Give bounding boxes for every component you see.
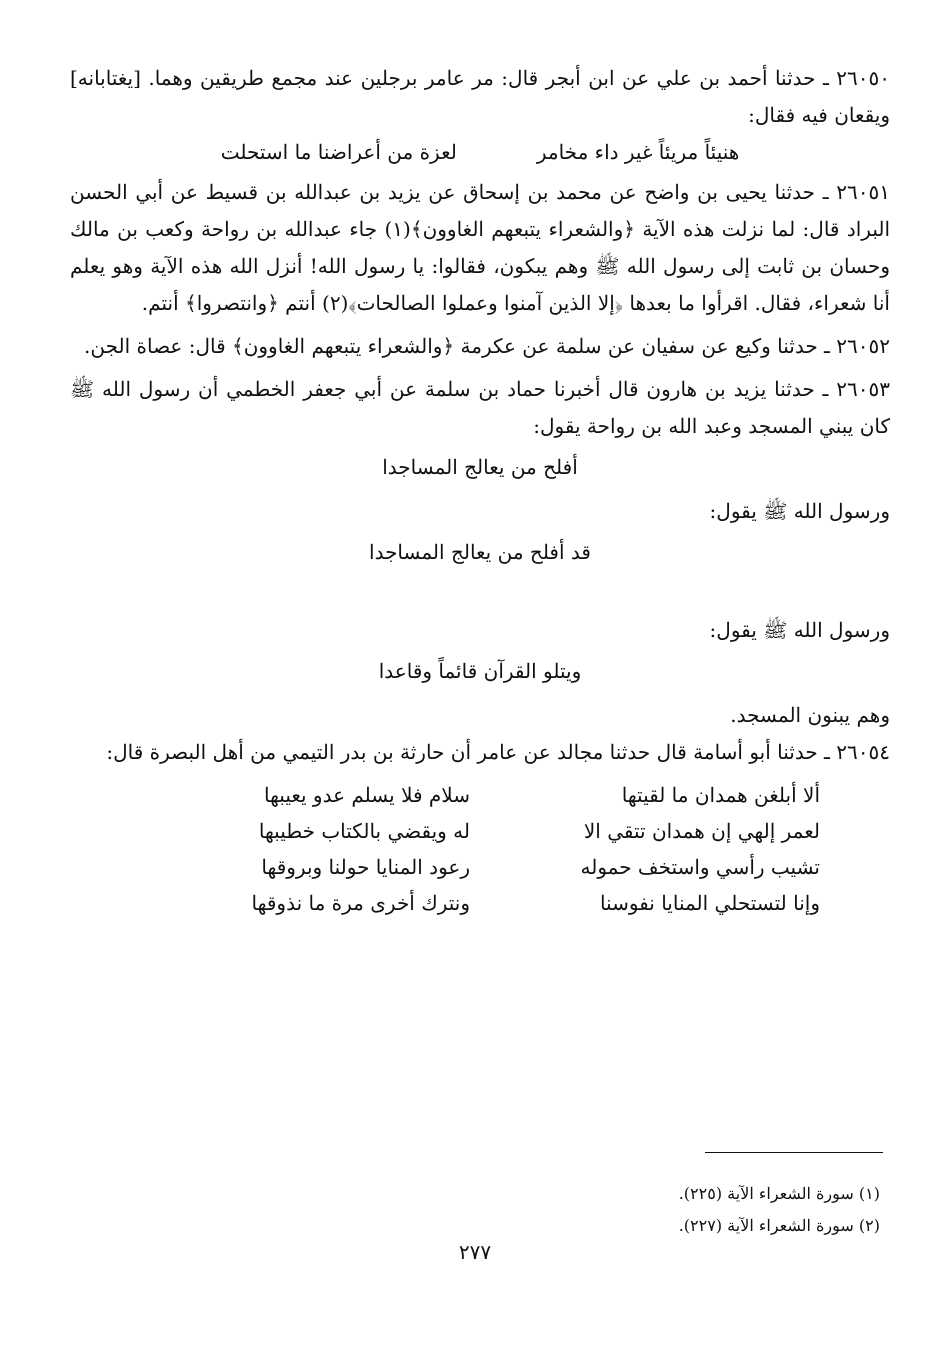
hadith-26053: ٢٦٠٥٣ ـ حدثنا يزيد بن هارون قال أخبرنا حماد بن سلمة عن أبي جعفر الخطمي أن رسول الله ﷺ كان يبني المسجد وعبد الله بن رواحة يقول: [70,377,890,438]
verse-second-hemistich: لعزة من أعراضنا ما استحلت [220,140,457,164]
poem [70,777,820,921]
footnote-2: (٢) سورة الشعراء الآية (٢٢٧). [678,1216,880,1235]
hadith-26050: ٢٦٠٥٠ ـ حدثنا أحمد بن علي عن ابن أبجر قال: مر عامر برجلين عند مجمع طريقين وهما. [يغتابانه] ويقعان فيه فقال: [70,66,890,127]
poem-line-2-second: له ويقضي بالكتاب خطيبها [258,819,470,843]
closing-line: وهم يبنون المسجد. [730,703,890,727]
hadith-26054: ٢٦٠٥٤ ـ حدثنا أبو أسامة قال حدثنا مجالد عن عامر أن حارثة بن بدر التيمي من أهل البصرة قال: [106,740,890,764]
verse-line-2: قد أفلح من يعالج المساجدا [369,540,591,564]
page-body [70,60,890,921]
spacer [70,578,890,612]
verse-26050 [70,140,890,164]
verse-line-3: ويتلو القرآن قائماً وقاعدا [378,659,582,683]
hadith-26051: ٢٦٠٥١ ـ حدثنا يحيى بن واضح عن محمد بن إسحاق عن يزيد بن عبدالله بن قسيط عن أبي الحسن البراد قال: لما نزلت هذه الآية ﴿والشعراء يتبعهم الغاوون﴾(١) جاء عبدالله بن رواحة وكعب بن مالك وحسان بن ثابت إلى رسول الله ﷺ وهم يبكون، فقالوا: يا رسول الله! أنزل الله هذه الآية وهو يعلم أنا شعراء، فقال. اقرأوا ما بعدها ﴿إلا الذين آمنوا وعملوا الصالحات﴾(٢) أنتم ﴿وانتصروا﴾ أنتم. [70,180,891,315]
poem-line-4-first: وإنا لتستحلي المنايا نفوسنا [599,891,820,915]
verse-first-hemistich: هنيئاً مريئاً غير داء مخامر [536,140,740,164]
poem-line-3-second: رعود المنايا حولنا وبروقها [261,855,470,879]
poem-line-1-first: ألا أبلغن همدان ما لقيتها [621,783,820,807]
poem-line-3-first: تشيب رأسي واستخف حموله [580,855,820,879]
prophet-says-2: ورسول الله ﷺ يقول: [709,618,890,642]
page-number: ٢٧٧ [458,1240,492,1264]
poem-line-2-first: لعمر إلهي إن همدان تتقي الا [583,819,820,843]
poem-line-4-second: ونترك أخرى مرة ما نذوقها [251,891,470,915]
verse-line-1: أفلح من يعالج المساجدا [382,455,578,479]
prophet-says-1: ورسول الله ﷺ يقول: [709,499,890,523]
footnote-1: (١) سورة الشعراء الآية (٢٢٥). [678,1184,880,1203]
hadith-26052: ٢٦٠٥٢ ـ حدثنا وكيع عن سفيان عن سلمة عن عكرمة ﴿والشعراء يتبعهم الغاوون﴾ قال: عصاة الجن. [84,334,890,358]
footnotes [679,1178,880,1242]
poem-line-1-second: سلام فلا يسلم عدو يعيبها [263,783,470,807]
footnote-divider [705,1152,883,1153]
